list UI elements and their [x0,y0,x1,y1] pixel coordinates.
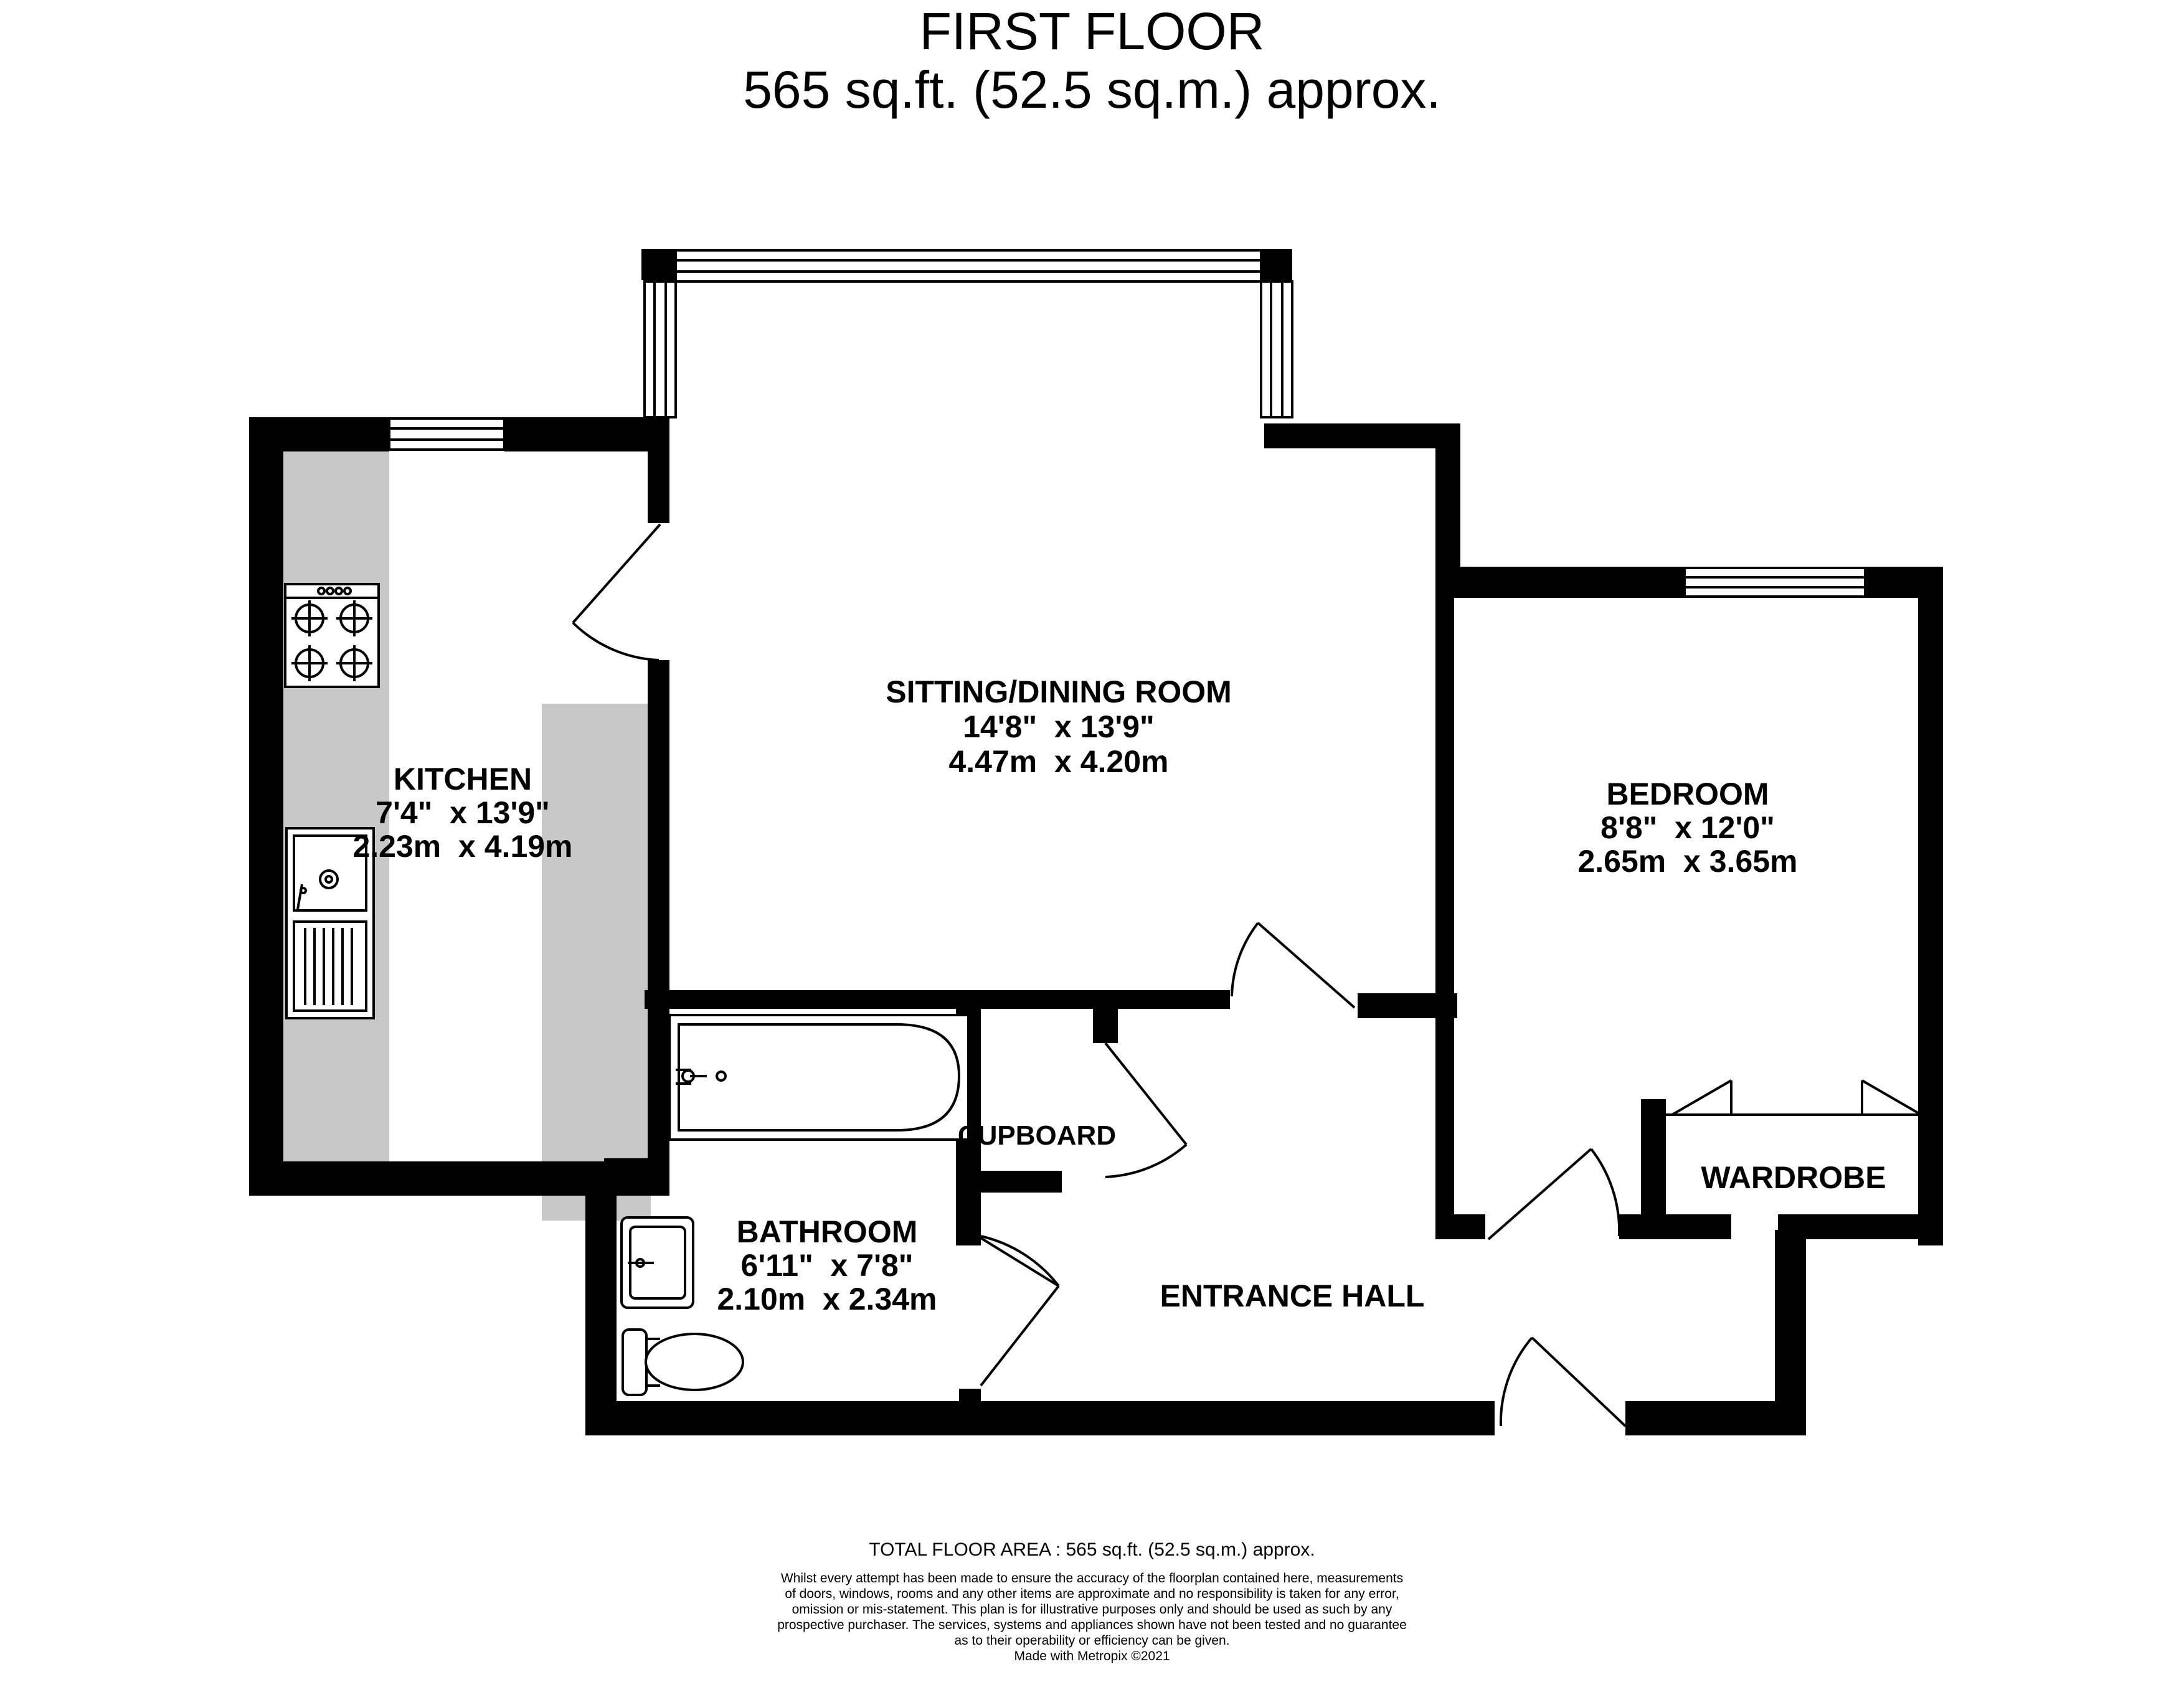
kitchen-name: KITCHEN [393,762,532,796]
sitting-room-metric: 4.47m x 4.20m [948,744,1169,779]
bedroom-door [1488,1149,1619,1239]
sitting-room-imperial: 14'8" x 13'9" [963,709,1155,744]
disclaimer [0,1571,2184,1664]
bathroom-metric: 2.10m x 2.34m [717,1282,937,1316]
entrance-hall-label: ENTRANCE HALL [1160,1278,1425,1313]
kitchen-metric: 2.23m x 4.19m [352,829,573,864]
bedroom-label [1577,777,1797,879]
front-door [1501,1338,1625,1426]
bedroom-imperial: 8'8" x 12'0" [1600,810,1775,845]
bedroom-metric: 2.65m x 3.65m [1577,844,1798,879]
toilet-icon [623,1330,743,1395]
disclaimer-line: of doors, windows, rooms and any other items are approximate and no responsibility is taken for any error, [785,1587,1399,1601]
disclaimer-line: omission or mis-statement. This plan is for illustrative purposes only and should be used as such by any [792,1602,1392,1617]
total-floor-area: TOTAL FLOOR AREA : 565 sq.ft. (52.5 sq.m.) approx. [869,1539,1315,1560]
bedroom-window [1685,568,1865,597]
kitchen-door [573,524,660,660]
bathroom-imperial: 6'11" x 7'8" [740,1248,914,1283]
basin-icon [622,1217,693,1308]
sitting-room-name: SITTING/DINING ROOM [886,674,1232,709]
disclaimer-line: Whilst every attempt has been made to ensure the accuracy of the floorplan contained here, measurements [780,1571,1404,1585]
cupboard-label: CUPBOARD [957,1120,1117,1151]
kitchen-window [389,418,504,450]
kitchen-imperial: 7'4" x 13'9" [376,795,550,830]
cupboard-door [1105,1043,1186,1177]
bay-window-right [1261,281,1292,417]
floor-title: FIRST FLOOR [919,2,1265,60]
sitting-room-door [1232,923,1354,1008]
credit-line: Made with Metropix ©2021 [1014,1649,1170,1663]
bath-icon [669,1015,968,1140]
bay-window-left [645,281,676,417]
wardrobe-doors [1666,1080,1924,1115]
bedroom-name: BEDROOM [1606,777,1769,811]
bathroom-label [717,1214,937,1316]
floor-area-heading: 565 sq.ft. (52.5 sq.m.) approx. [743,60,1441,119]
sitting-room-label [886,674,1232,779]
wardrobe-label: WARDROBE [1701,1160,1886,1195]
hob-icon [285,584,379,687]
bathroom-door [978,1236,1059,1386]
bathroom-name: BATHROOM [736,1214,918,1249]
bay-window-front [676,250,1261,281]
disclaimer-line: prospective purchaser. The services, systems and appliances shown have not been tested and no guarantee [777,1618,1407,1632]
disclaimer-line: as to their operability or efficiency can be given. [954,1633,1230,1648]
